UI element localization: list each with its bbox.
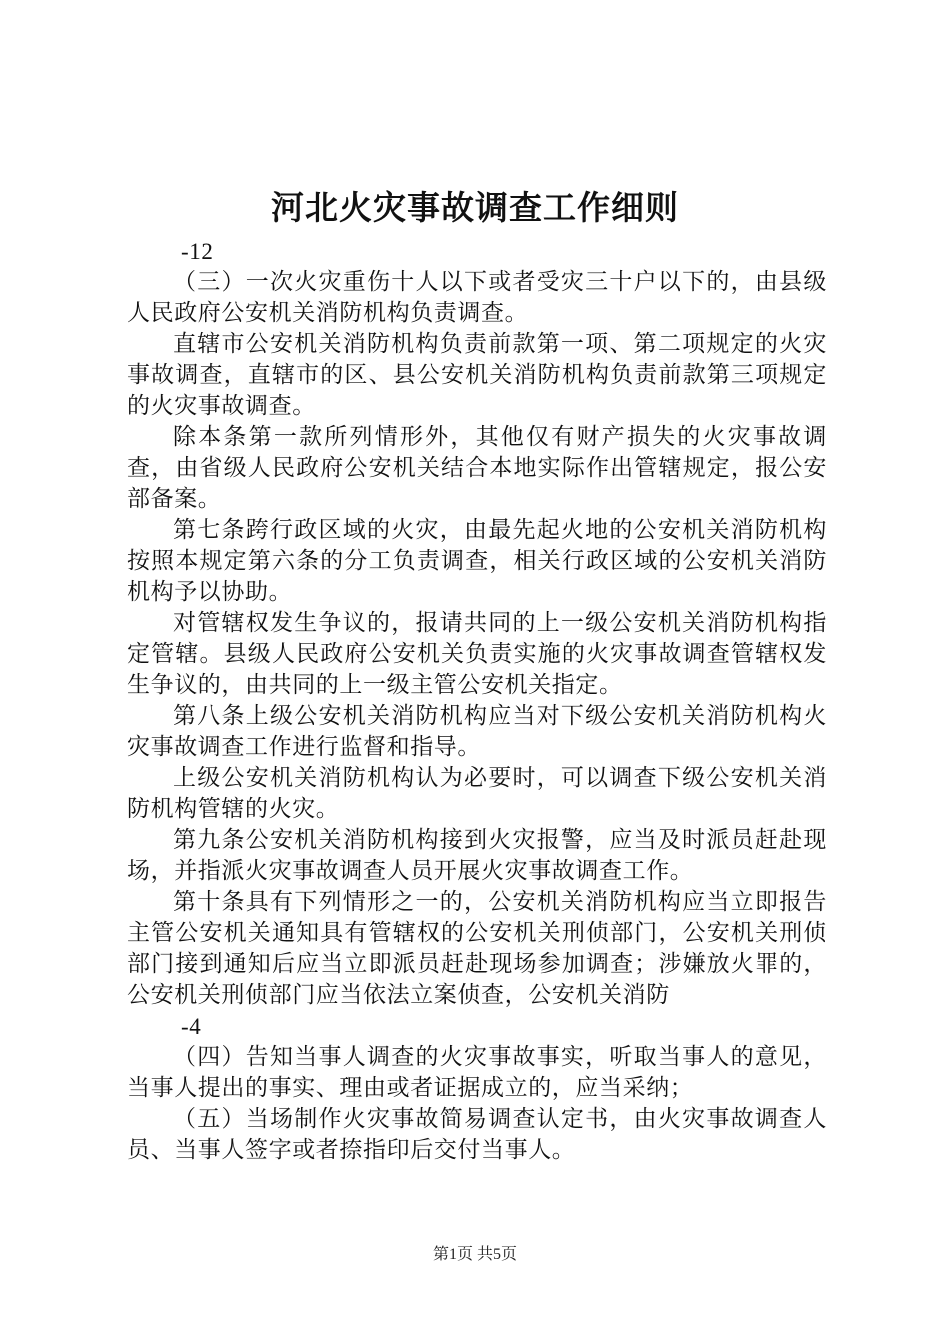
paragraph: 直辖市公安机关消防机构负责前款第一项、第二项规定的火灾事故调查，直辖市的区、县公安机关消防机构负责前款第三项规定的火灾事故调查。: [127, 331, 827, 419]
page-marker: -12: [181, 239, 214, 264]
paragraph: 除本条第一款所列情形外，其他仅有财产损失的火灾事故调查，由省级人民政府公安机关结合本地实际作出管辖规定，报公安部备案。: [127, 424, 827, 512]
paragraph: （三）一次火灾重伤十人以下或者受灾三十户以下的，由县级人民政府公安机关消防机构负责调查。: [127, 269, 827, 326]
paragraph: 第九条公安机关消防机构接到火灾报警，应当及时派员赶赴现场，并指派火灾事故调查人员开展火灾事故调查工作。: [127, 827, 827, 884]
document-body: [127, 236, 827, 1166]
paragraph: 第八条上级公安机关消防机构应当对下级公安机关消防机构火灾事故调查工作进行监督和指导。: [127, 703, 827, 760]
page-marker: -4: [181, 1014, 202, 1039]
paragraph: 上级公安机关消防机构认为必要时，可以调查下级公安机关消防机构管辖的火灾。: [127, 765, 827, 822]
paragraph: （五）当场制作火灾事故简易调查认定书，由火灾事故调查人员、当事人签字或者捺指印后交付当事人。: [127, 1106, 827, 1163]
paragraph: 第七条跨行政区域的火灾，由最先起火地的公安机关消防机构按照本规定第六条的分工负责调查，相关行政区域的公安机关消防机构予以协助。: [127, 517, 827, 605]
paragraph: 对管辖权发生争议的，报请共同的上一级公安机关消防机构指定管辖。县级人民政府公安机关负责实施的火灾事故调查管辖权发生争议的，由共同的上一级主管公安机关指定。: [127, 610, 827, 698]
page-footer: 第1页 共5页: [432, 1246, 517, 1263]
document-title: 河北火灾事故调查工作细则: [271, 188, 679, 227]
paragraph: （四）告知当事人调查的火灾事故事实，听取当事人的意见，当事人提出的事实、理由或者证据成立的，应当采纳；: [127, 1044, 827, 1101]
paragraph: 第十条具有下列情形之一的，公安机关消防机构应当立即报告主管公安机关通知具有管辖权的公安机关刑侦部门，公安机关刑侦部门接到通知后应当立即派员赶赴现场参加调查；涉嫌放火罪的，公安机关刑侦部门应当依法立案侦查，公安机关消防: [127, 889, 827, 1008]
